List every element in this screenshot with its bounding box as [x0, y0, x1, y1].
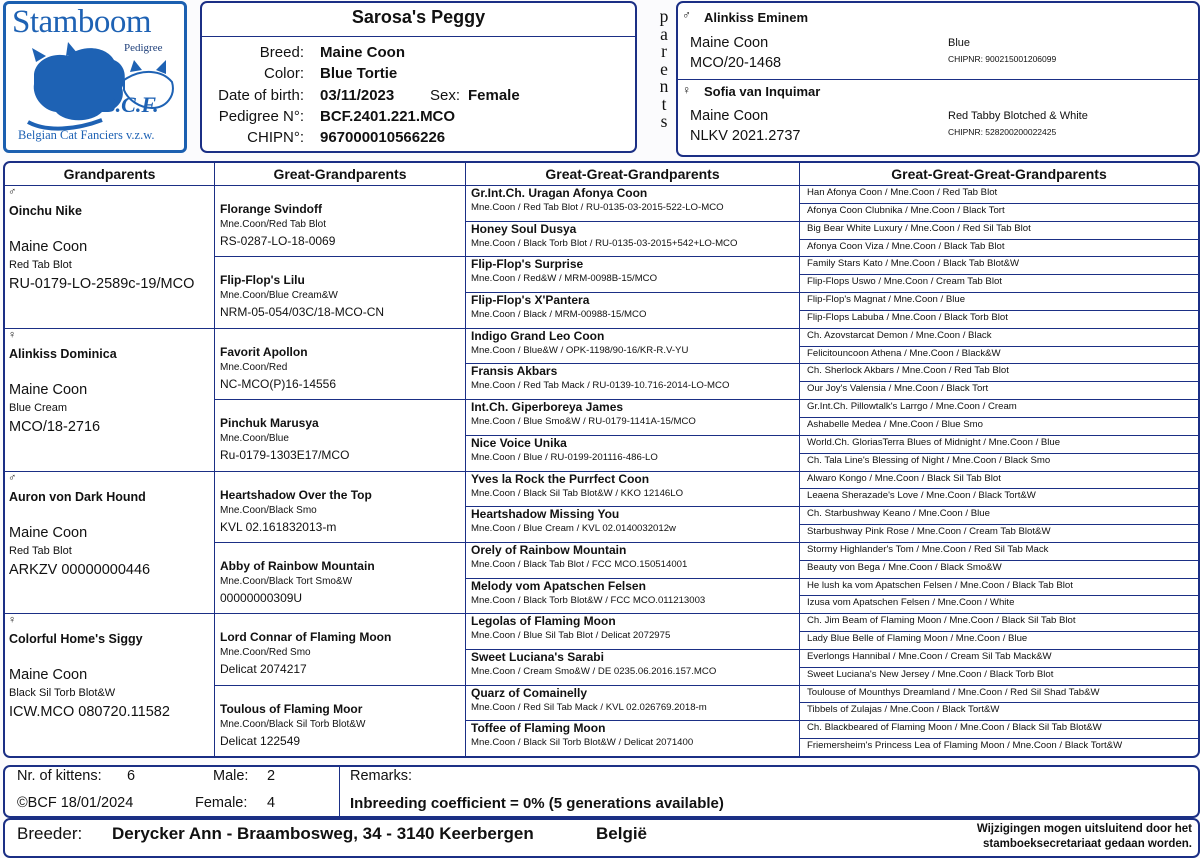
great-great-grandparent-name: Flip-Flop's Surprise: [471, 257, 584, 272]
dam-name: Sofia van Inquimar: [704, 84, 821, 99]
great-great-grandparent-cell: [466, 506, 799, 542]
remarks-divider: [339, 767, 340, 816]
great-great-great-grandparent-entry: Afonya Coon Viza / Mne.Coon / Black Tab Blot: [807, 240, 1005, 252]
row-divider: [800, 506, 1200, 507]
title-divider: [202, 36, 635, 37]
row-divider: [215, 399, 465, 400]
great-grandparent-cell: [215, 542, 465, 613]
great-great-great-grandparent-cell: [800, 274, 1198, 292]
great-great-great-grandparent-cell: [800, 595, 1198, 613]
great-great-great-grandparent-cell: [800, 203, 1198, 221]
row-divider: [800, 274, 1200, 275]
great-grandparent-breed-color: Mne.Coon/Red Smo: [220, 647, 311, 659]
grandparent-name: Alinkiss Dominica: [9, 346, 117, 361]
copyright: ©BCF 18/01/2024: [17, 795, 134, 811]
row-divider: [466, 435, 799, 436]
great-great-grandparent-name: Quarz of Comainelly: [471, 685, 588, 700]
parents-panel: [676, 1, 1200, 157]
great-great-grandparent-cell: [466, 256, 799, 292]
parents-letter: a: [660, 23, 668, 44]
great-grandparent-reg: RS-0287-LO-18-0069: [220, 234, 336, 248]
great-great-great-grandparent-entry: He lush ka vom Apatschen Felsen / Mne.Coon / Black Tab Blot: [807, 579, 1073, 591]
cat-info-panel: [200, 1, 637, 153]
great-grandparent-cell: [215, 685, 465, 756]
great-great-great-grandparent-entry: Starbushway Pink Rose / Mne.Coon / Cream Tab Blot&W: [807, 526, 1051, 538]
great-great-grandparent-cell: [466, 720, 799, 756]
row-divider: [800, 328, 1200, 329]
row-divider: [800, 631, 1200, 632]
great-great-grandparent-cell: [466, 542, 799, 578]
litter-info-panel: [3, 765, 1200, 818]
bcf-logo: [3, 1, 187, 153]
great-great-great-grandparent-entry: Leaena Sherazade's Love / Mne.Coon / Black Tort&W: [807, 490, 1036, 502]
great-great-grandparent-cell: [466, 578, 799, 614]
great-grandparent-name: Favorit Apollon: [220, 344, 308, 359]
great-great-grandparent-cell: [466, 328, 799, 364]
great-great-great-grandparent-cell: [800, 221, 1198, 239]
grandparent-cell: [5, 328, 214, 471]
great-grandparent-name: Flip-Flop's Lilu: [220, 273, 305, 288]
dob-label: Date of birth:: [218, 87, 304, 104]
logo-bcf: B.C.F.: [101, 92, 159, 117]
great-great-great-grandparent-entry: Gr.Int.Ch. Pillowtalk's Larrgo / Mne.Coon / Cream: [807, 401, 1017, 413]
great-great-great-grandparent-entry: Big Bear White Luxury / Mne.Coon / Red Sil Tab Blot: [807, 222, 1031, 234]
cat-name: Sarosa's Peggy: [351, 7, 486, 27]
female-value: 4: [267, 795, 276, 811]
great-grandparent-breed-color: Mne.Coon/Red Tab Blot: [220, 219, 326, 230]
row-divider: [466, 578, 799, 579]
great-grandparent-cell: [215, 471, 465, 542]
great-great-great-grandparent-entry: Toulouse of Mounthys Dreamland / Mne.Coon / Red Sil Shad Tab&W: [807, 686, 1100, 698]
great-great-grandparent-details: Mne.Coon / Blue Cream / KVL 02.0140032012w: [471, 523, 676, 535]
row-divider: [800, 346, 1200, 347]
great-great-great-grandparent-entry: Flip-Flops Labuba / Mne.Coon / Black Torb Blot: [807, 311, 1008, 323]
breeder-panel: [3, 818, 1200, 858]
great-great-great-grandparent-entry: Flip-Flops Uswo / Mne.Coon / Cream Tab Blot: [807, 276, 1002, 288]
great-grandparent-breed-color: Mne.Coon/Black Tort Smo&W: [220, 575, 353, 587]
row-divider: [466, 542, 799, 543]
great-great-grandparent-name: Fransis Akbars: [471, 364, 558, 379]
great-great-great-grandparent-entry: Ch. Starbushway Keano / Mne.Coon / Blue: [807, 508, 990, 520]
logo-association: Belgian Cat Fanciers v.z.w.: [18, 128, 155, 142]
kittens-value: 6: [127, 768, 136, 784]
great-great-grandparent-name: Heartshadow Missing You: [471, 507, 620, 522]
great-grandparent-cell: [215, 256, 465, 327]
great-great-grandparent-cell: [466, 685, 799, 721]
row-divider: [466, 613, 799, 614]
dam-color: Red Tabby Blotched & White: [948, 110, 1088, 122]
great-great-grandparent-name: Melody vom Apatschen Felsen: [471, 578, 646, 593]
great-grandparent-breed-color: Mne.Coon/Black Sil Torb Blot&W: [220, 718, 366, 730]
great-grandparent-name: Pinchuk Marusya: [220, 416, 319, 431]
row-divider: [800, 720, 1200, 721]
dam-reg: NLKV 2021.2737: [690, 128, 801, 144]
chip-value: 967000010566226: [320, 129, 446, 146]
pedigree-label: Pedigree N°:: [218, 108, 304, 125]
sire-breed: Maine Coon: [690, 35, 769, 51]
great-grandparent-reg: KVL 02.161832013-m: [220, 519, 337, 534]
parents-letter: p: [659, 6, 669, 26]
row-divider: [466, 363, 799, 364]
great-great-great-grandparent-cell: [800, 720, 1198, 738]
sex-icon: ♂: [8, 186, 17, 198]
great-great-great-grandparent-entry: Ashabelle Medea / Mne.Coon / Blue Smo: [807, 418, 983, 430]
great-great-great-grandparent-entry: Felicitouncoon Athena / Mne.Coon / Black&W: [807, 347, 1001, 359]
great-grandparent-name: Lord Connar of Flaming Moon: [220, 630, 392, 645]
row-divider: [215, 613, 465, 614]
parents-letter: t: [661, 93, 667, 114]
great-great-grandparent-name: Honey Soul Dusya: [471, 221, 577, 236]
chip-label: CHIPN°:: [247, 129, 304, 146]
male-value: 2: [267, 768, 276, 784]
great-great-great-grandparent-entry: Ch. Sherlock Akbars / Mne.Coon / Red Tab Blot: [807, 365, 1009, 377]
great-great-great-grandparent-entry: Tibbels of Zulajas / Mne.Coon / Black Tort&W: [807, 704, 1000, 716]
row-divider: [800, 685, 1200, 686]
sex-icon: ♀: [8, 614, 17, 627]
row-divider: [800, 221, 1200, 222]
great-grandparent-reg: NC-MCO(P)16-14556: [220, 376, 337, 391]
row-divider: [800, 363, 1200, 364]
row-divider: [800, 488, 1200, 489]
color-value: Blue Tortie: [320, 65, 398, 82]
great-great-great-grandparent-cell: [800, 346, 1198, 364]
sire-name: Alinkiss Eminem: [704, 10, 809, 25]
great-great-great-grandparent-cell: [800, 471, 1198, 489]
great-great-great-grandparent-entry: Flip-Flop's Magnat / Mne.Coon / Blue: [807, 294, 966, 306]
great-great-great-grandparent-cell: [800, 631, 1198, 649]
great-grandparent-cell: [215, 328, 465, 399]
great-great-great-grandparent-cell: [800, 649, 1198, 667]
great-great-grandparent-details: Mne.Coon / Blue Sil Tab Blot / Delicat 2072975: [471, 630, 671, 642]
great-great-great-grandparent-entry: Beauty von Bega / Mne.Coon / Black Smo&W: [807, 561, 1002, 573]
great-great-great-grandparent-entry: Everlongs Hannibal / Mne.Coon / Cream Sil Tab Mack&W: [807, 650, 1052, 662]
great-great-great-grandparent-entry: Afonya Coon Clubnika / Mne.Coon / Black Tort: [807, 204, 1005, 216]
great-great-great-grandparent-cell: [800, 488, 1198, 506]
grandparent-cell: [5, 185, 214, 328]
great-great-great-grandparent-entry: Han Afonya Coon / Mne.Coon / Red Tab Blot: [807, 187, 998, 198]
great-great-grandparent-details: Mne.Coon / Black Sil Torb Blot&W / Delicat 2071400: [471, 737, 694, 749]
row-divider: [800, 524, 1200, 525]
female-label: Female:: [195, 795, 248, 811]
grandparent-breed: Maine Coon: [9, 667, 88, 684]
great-great-grandparent-name: Indigo Grand Leo Coon: [471, 328, 605, 343]
row-divider: [466, 328, 799, 329]
great-great-grandparent-details: Mne.Coon / Black Tab Blot / FCC MCO.150514001: [471, 558, 688, 570]
sire-sex-icon: ♂: [682, 8, 691, 22]
row-divider: [466, 256, 799, 257]
dam-chip: CHIPNR: 528200200022425: [948, 127, 1057, 137]
breeder-country: België: [596, 824, 648, 843]
great-grandparent-name: Toulous of Flaming Moor: [220, 701, 363, 716]
great-great-great-grandparent-cell: [800, 524, 1198, 542]
sex-icon: ♀: [8, 328, 17, 341]
great-great-grandparent-details: Mne.Coon / Blue / RU-0199-201116-486-LO: [471, 451, 658, 463]
sire-chip: CHIPNR: 900215001206099: [948, 54, 1057, 64]
grandparent-color: Red Tab Blot: [9, 544, 72, 557]
great-great-grandparent-name: Gr.Int.Ch. Uragan Afonya Coon: [471, 186, 648, 200]
great-great-great-grandparent-cell: [800, 292, 1198, 310]
great-grandparent-cell: [215, 399, 465, 470]
great-grandparent-name: Abby of Rainbow Mountain: [220, 558, 375, 573]
remarks-label: Remarks:: [350, 768, 413, 784]
great-grandparent-name: Florange Svindoff: [220, 202, 322, 216]
great-great-grandparent-cell: [466, 363, 799, 399]
row-divider: [800, 578, 1200, 579]
great-great-grandparent-cell: [466, 613, 799, 649]
grandparent-breed: Maine Coon: [9, 239, 88, 255]
row-divider: [466, 292, 799, 293]
great-great-great-grandparent-cell: [800, 328, 1198, 346]
great-great-great-grandparent-entry: Ch. Blackbeared of Flaming Moon / Mne.Coon / Black Sil Tab Blot&W: [807, 722, 1102, 734]
great-great-great-grandparent-entry: Friemersheim's Princess Lea of Flaming Moon / Mne.Coon / Black Tort&W: [807, 740, 1123, 752]
great-grandparent-cell: [215, 185, 465, 256]
breeder-label: Breeder:: [17, 824, 83, 843]
great-great-grandparent-name: Yves la Rock the Purrfect Coon: [471, 471, 650, 486]
great-great-great-grandparent-entry: Izusa vom Apatschen Felsen / Mne.Coon / White: [807, 597, 1015, 609]
row-divider: [215, 542, 465, 543]
row-divider: [466, 471, 799, 472]
great-great-grandparent-details: Mne.Coon / Black Torb Blot / RU-0135-03-2015+542+LO-MCO: [471, 237, 738, 249]
great-great-great-grandparent-entry: Ch. Tala Line's Blessing of Night / Mne.Coon / Black Smo: [807, 454, 1051, 466]
great-grandparent-reg: 00000000309U: [220, 590, 303, 605]
row-divider: [800, 542, 1200, 543]
great-great-great-grandparent-entry: Lady Blue Belle of Flaming Moon / Mne.Coon / Blue: [807, 633, 1028, 645]
great-great-great-grandparent-cell: [800, 702, 1198, 720]
great-great-great-grandparent-cell: [800, 239, 1198, 257]
grandparent-name: Colorful Home's Siggy: [9, 632, 143, 647]
sire-reg: MCO/20-1468: [690, 55, 782, 71]
row-divider: [800, 560, 1200, 561]
great-great-grandparent-name: Legolas of Flaming Moon: [471, 614, 616, 629]
great-great-great-grandparent-cell: [800, 381, 1198, 399]
great-great-great-grandparent-cell: [800, 613, 1198, 631]
great-grandparent-reg: Delicat 122549: [220, 733, 301, 748]
great-grandparent-breed-color: Mne.Coon/Blue: [220, 433, 289, 445]
great-great-great-grandparent-entry: Ch. Azovstarcat Demon / Mne.Coon / Black: [807, 329, 992, 341]
row-divider: [800, 292, 1200, 293]
dam-breed: Maine Coon: [690, 108, 769, 124]
inbreeding-coefficient: Inbreeding coefficient = 0% (5 generations available): [350, 795, 724, 812]
row-divider: [5, 471, 214, 472]
grandparent-reg: ICW.MCO 080720.11582: [9, 704, 170, 721]
parents-letter: s: [660, 111, 668, 131]
great-great-great-grandparent-entry: Ch. Jim Beam of Flaming Moon / Mne.Coon / Black Sil Tab Blot: [807, 615, 1076, 627]
great-great-great-grandparent-cell: [800, 435, 1198, 453]
great-great-grandparent-cell: [466, 471, 799, 507]
grandparent-color: Blue Cream: [9, 401, 68, 414]
row-divider: [800, 435, 1200, 436]
row-divider: [215, 328, 465, 329]
parents-vertical-label: [653, 8, 675, 131]
great-great-grandparent-name: Int.Ch. Giperboreya James: [471, 400, 624, 415]
great-great-great-grandparent-cell: [800, 256, 1198, 274]
sex-label: Sex:: [430, 87, 461, 104]
great-great-grandparent-details: Mne.Coon / Red Tab Mack / RU-0139-10.716-2014-LO-MCO: [471, 380, 730, 392]
row-divider: [215, 471, 465, 472]
great-great-grandparent-details: Mne.Coon / Red Tab Blot / RU-0135-03-2015-522-LO-MCO: [471, 202, 724, 213]
row-divider: [800, 471, 1200, 472]
color-label: Color:: [263, 65, 304, 82]
great-great-grandparent-cell: [466, 185, 799, 221]
great-grandparent-reg: NRM-05-054/03C/18-MCO-CN: [220, 305, 385, 320]
dam-sex-icon: ♀: [682, 83, 691, 97]
great-great-great-grandparent-entry: World.Ch. GloriasTerra Blues of Midnight / Mne.Coon / Blue: [807, 436, 1061, 448]
great-great-grandparent-details: Mne.Coon / Cream Smo&W / DE 0235.06.2016.157.MCO: [471, 665, 717, 677]
row-divider: [800, 256, 1200, 257]
grandparent-color: Black Sil Torb Blot&W: [9, 687, 116, 700]
dob-value: 03/11/2023: [320, 87, 395, 104]
great-great-grandparent-name: Toffee of Flaming Moon: [471, 721, 606, 736]
header-great-great-grandparents: Great-Great-Grandparents: [466, 163, 799, 186]
great-great-great-grandparent-cell: [800, 667, 1198, 685]
row-divider: [466, 720, 799, 721]
row-divider: [466, 399, 799, 400]
grandparent-cell: [5, 471, 214, 614]
great-great-grandparent-name: Sweet Luciana's Sarabi: [471, 649, 604, 664]
row-divider: [215, 685, 465, 686]
great-great-great-grandparent-cell: [800, 542, 1198, 560]
great-great-great-grandparent-cell: [800, 738, 1198, 756]
parents-letter: r: [661, 41, 667, 61]
row-divider: [466, 221, 799, 222]
great-grandparent-reg: Ru-0179-1303E17/MCO: [220, 448, 350, 463]
breed-value: Maine Coon: [320, 44, 405, 61]
row-divider: [800, 738, 1200, 739]
header-great-grandparents: Great-Grandparents: [215, 163, 465, 186]
great-great-grandparent-cell: [466, 649, 799, 685]
great-great-great-grandparent-entry: Family Stars Kato / Mne.Coon / Black Tab Blot&W: [807, 258, 1020, 270]
great-great-grandparent-details: Mne.Coon / Black / MRM-00988-15/MCO: [471, 309, 647, 321]
grandparent-breed: Maine Coon: [9, 524, 88, 541]
row-divider: [800, 203, 1200, 204]
row-divider: [800, 381, 1200, 382]
header-grandparents: Grandparents: [5, 163, 214, 186]
great-great-grandparent-cell: [466, 292, 799, 328]
breed-label: Breed:: [259, 44, 304, 61]
grandparent-color: Red Tab Blot: [9, 259, 72, 271]
great-great-great-grandparent-entry: Alwaro Kongo / Mne.Coon / Black Sil Tab Blot: [807, 472, 1001, 484]
great-great-grandparent-details: Mne.Coon / Black Sil Tab Blot&W / KKO 12146LO: [471, 487, 684, 499]
logo-wordmark: Stamboom: [12, 4, 152, 40]
great-grandparent-breed-color: Mne.Coon/Blue Cream&W: [220, 290, 338, 302]
parents-letter: e: [660, 58, 668, 79]
logo-subtitle: Pedigree: [124, 42, 163, 54]
great-grandparent-breed-color: Mne.Coon/Black Smo: [220, 504, 317, 516]
kittens-label: Nr. of kittens:: [17, 768, 102, 784]
parents-divider: [678, 79, 1198, 80]
great-great-great-grandparent-cell: [800, 685, 1198, 703]
great-great-grandparent-name: Flip-Flop's X'Pantera: [471, 293, 590, 308]
row-divider: [466, 685, 799, 686]
sex-icon: ♂: [8, 471, 17, 484]
great-great-grandparent-details: Mne.Coon / Blue Smo&W / RU-0179-1141A-15/MCO: [471, 416, 696, 428]
row-divider: [5, 328, 214, 329]
changes-note: [977, 822, 1192, 852]
sire-color: Blue: [948, 37, 971, 49]
row-divider: [800, 667, 1200, 668]
changes-note-line2: stamboeksecretariaat gedaan worden.: [983, 838, 1192, 850]
parents-letter: n: [659, 76, 669, 96]
great-grandparent-breed-color: Mne.Coon/Red: [220, 361, 288, 373]
row-divider: [800, 649, 1200, 650]
great-great-great-grandparent-cell: [800, 310, 1198, 328]
great-grandparent-reg: Delicat 2074217: [220, 662, 307, 677]
great-grandparent-cell: [215, 613, 465, 684]
pedigree-value: BCF.2401.221.MCO: [320, 108, 456, 125]
row-divider: [466, 649, 799, 650]
row-divider: [800, 453, 1200, 454]
great-great-grandparent-name: Nice Voice Unika: [471, 435, 567, 450]
row-divider: [800, 613, 1200, 614]
great-great-great-grandparent-entry: Sweet Luciana's New Jersey / Mne.Coon / Black Torb Blot: [807, 668, 1054, 680]
great-great-grandparent-name: Orely of Rainbow Mountain: [471, 542, 627, 557]
grandparent-reg: RU-0179-LO-2589c-19/MCO: [9, 276, 195, 292]
sex-value: Female: [468, 87, 520, 104]
row-divider: [800, 239, 1200, 240]
great-great-grandparent-details: Mne.Coon / Red Sil Tab Mack / KVL 02.026769.2018-m: [471, 701, 707, 713]
row-divider: [800, 702, 1200, 703]
grandparent-breed: Maine Coon: [9, 381, 88, 398]
grandparent-reg: MCO/18-2716: [9, 418, 101, 435]
changes-note-line1: Wijzigingen mogen uitsluitend door het: [976, 823, 1192, 835]
great-great-grandparent-details: Mne.Coon / Blue&W / OPK-1198/90-16/KR-R.V-YU: [471, 344, 689, 356]
great-great-great-grandparent-cell: [800, 506, 1198, 524]
great-great-great-grandparent-entry: Our Joy's Valensia / Mne.Coon / Black Tort: [807, 383, 989, 395]
header-great-great-great-grandparents: Great-Great-Great-Grandparents: [800, 163, 1198, 186]
great-great-great-grandparent-cell: [800, 560, 1198, 578]
great-great-grandparent-details: Mne.Coon / Red&W / MRM-0098B-15/MCO: [471, 273, 658, 285]
grandparent-name: Auron von Dark Hound: [9, 489, 146, 504]
grandparent-cell: [5, 613, 214, 756]
great-great-great-grandparent-cell: [800, 185, 1198, 203]
row-divider: [215, 256, 465, 257]
great-grandparent-name: Heartshadow Over the Top: [220, 487, 372, 502]
great-great-great-grandparent-cell: [800, 417, 1198, 435]
row-divider: [466, 506, 799, 507]
great-great-great-grandparent-cell: [800, 399, 1198, 417]
great-great-grandparent-cell: [466, 435, 799, 471]
row-divider: [800, 595, 1200, 596]
grandparent-name: Oinchu Nike: [9, 204, 82, 218]
great-great-great-grandparent-cell: [800, 363, 1198, 381]
row-divider: [800, 417, 1200, 418]
great-great-grandparent-cell: [466, 221, 799, 257]
great-great-grandparent-cell: [466, 399, 799, 435]
row-divider: [800, 310, 1200, 311]
great-great-great-grandparent-entry: Stormy Highlander's Tom / Mne.Coon / Red Sil Tab Mack: [807, 543, 1049, 555]
row-divider: [800, 399, 1200, 400]
great-great-great-grandparent-cell: [800, 453, 1198, 471]
row-divider: [5, 613, 214, 614]
breeder-value: Derycker Ann - Braambosweg, 34 - 3140 Keerbergen: [112, 824, 534, 843]
great-great-grandparent-details: Mne.Coon / Black Torb Blot&W / FCC MCO.011213003: [471, 594, 706, 606]
male-label: Male:: [213, 768, 249, 784]
pedigree-table: [3, 161, 1200, 758]
grandparent-reg: ARKZV 00000000446: [9, 561, 151, 578]
great-great-great-grandparent-cell: [800, 578, 1198, 596]
